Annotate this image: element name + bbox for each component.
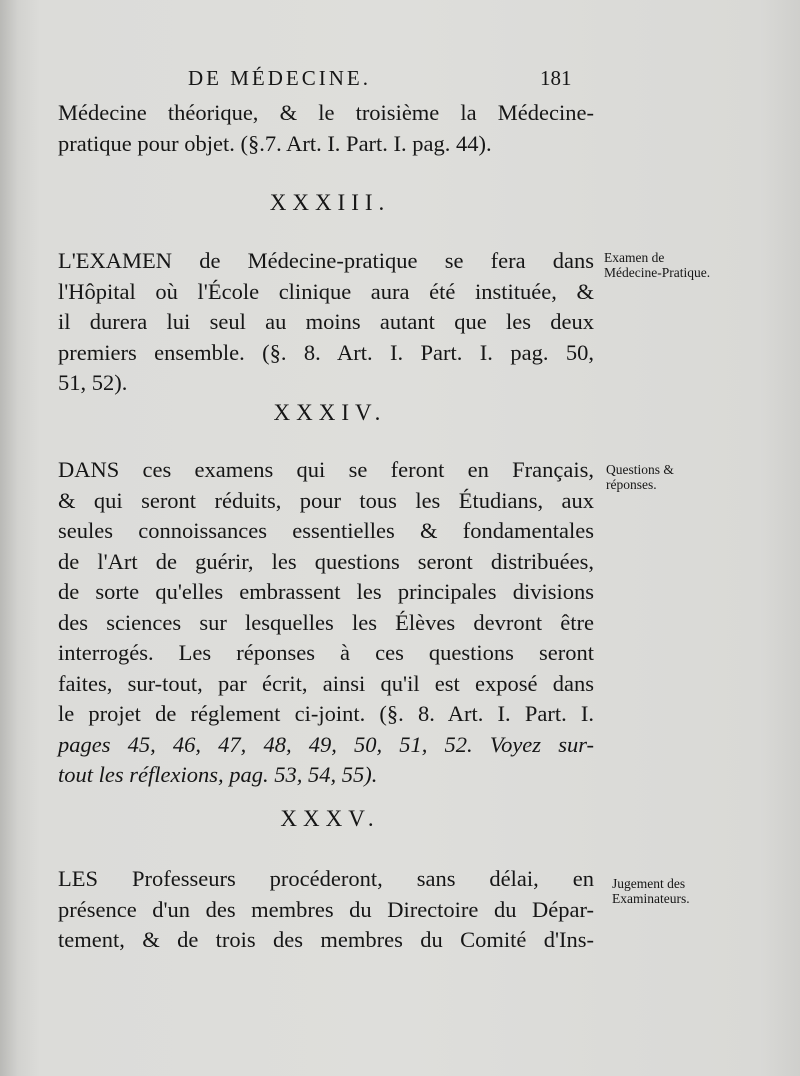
text-line: LES Professeurs procéderont, sans délai, en xyxy=(58,866,594,891)
text-line: L'EXAMEN de Médecine-pratique se fera dans xyxy=(58,248,594,273)
margin-note: Jugement des Examinateurs. xyxy=(612,876,690,906)
text-line: il durera lui seul au moins autant que les deux xyxy=(58,309,594,334)
text-line: des sciences sur lesquelles les Élèves devront être xyxy=(58,609,594,635)
text-line: de l'Art de guérir, les questions seront distribuées, xyxy=(58,548,594,574)
page-number: 181 xyxy=(540,66,572,90)
text-line: l'Hôpital où l'École clinique aura été instituée, & xyxy=(58,278,594,304)
margin-note: Questions & réponses. xyxy=(606,462,674,492)
text-line: tout les réflexions, pag. 53, 54, 55). xyxy=(58,762,378,787)
text-line: pratique pour objet. (§.7. Art. I. Part. I. pag. 44). xyxy=(58,130,492,156)
text-line: de sorte qu'elles embrassent les principales divisions xyxy=(58,579,594,604)
continuation-paragraph xyxy=(58,98,594,159)
text-line: le projet de réglement ci-joint. (§. 8. Art. I. Part. I. xyxy=(58,701,594,726)
text-line: premiers ensemble. (§. 8. Art. I. Part. I. pag. 50, xyxy=(58,339,594,365)
text-line: seules connoissances essentielles & fondamentales xyxy=(58,518,594,543)
text-line: interrogés. Les réponses à ces questions seront xyxy=(58,640,594,665)
section-numeral: XXXIV. xyxy=(273,400,387,425)
section-numeral: XXXV. xyxy=(280,806,380,831)
section-paragraph xyxy=(58,455,594,791)
text-line: tement, & de trois des membres du Comité d'Ins- xyxy=(58,927,594,952)
margin-note: Examen de Médecine-Pratique. xyxy=(604,250,711,280)
section-paragraph xyxy=(58,246,594,399)
section-paragraph xyxy=(58,864,594,956)
text-line: 51, 52). xyxy=(58,370,128,395)
text-line: DANS ces examens qui se feront en Français, xyxy=(58,457,594,482)
text-line: faites, sur-tout, par écrit, ainsi qu'il est exposé dans xyxy=(58,670,594,696)
text-line: Médecine théorique, & le troisième la Médecine- xyxy=(58,100,594,125)
text-line: & qui seront réduits, pour tous les Étudians, aux xyxy=(58,487,594,513)
section-numeral: XXXIII. xyxy=(269,190,391,215)
running-head-title: DE MÉDECINE. xyxy=(188,66,371,90)
text-line: présence d'un des membres du Directoire du Dépar- xyxy=(58,896,594,922)
text-line: pages 45, 46, 47, 48, 49, 50, 51, 52. Voyez sur- xyxy=(58,731,594,757)
